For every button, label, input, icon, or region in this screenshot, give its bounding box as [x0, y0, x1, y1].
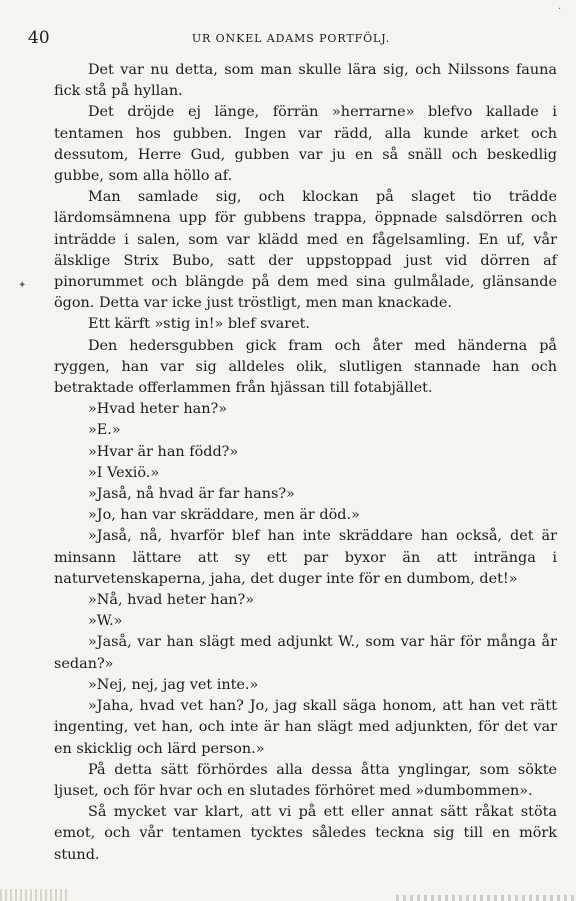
page-number: 40 — [28, 28, 50, 48]
paragraph: »Nej, nej, jag vet inte.» — [88, 676, 259, 693]
body-text — [54, 60, 557, 866]
paragraph: »Jaså, var han slägt med adjunkt W., som var här för många år sedan?» — [54, 634, 557, 672]
paragraph: »Jo, han var skräddare, men är död.» — [88, 507, 360, 524]
page-header — [28, 28, 554, 52]
paragraph: »Hvar är han född?» — [88, 443, 239, 460]
paragraph: »Jaså, nå hvad är far hans?» — [88, 486, 295, 503]
paragraph: Ett kärft »stig in!» blef svaret. — [88, 316, 310, 333]
paragraph: Det var nu detta, som man skulle lära sig, och Nilssons fauna fick stå på hyllan. — [54, 62, 557, 100]
running-head: UR ONKEL ADAMS PORTFÖLJ. — [191, 32, 391, 45]
paragraph: »I Vexiö.» — [88, 464, 160, 481]
paragraph: Så mycket var klart, att vi på ett eller annat sätt råkat stöta emot, och vår tentamen tycktes således teckna sig till en mörk stund. — [54, 804, 557, 863]
paragraph: »Nå, hvad heter han?» — [88, 592, 255, 609]
scan-edge-noise — [0, 889, 70, 901]
paragraph: »W.» — [88, 613, 123, 630]
paragraph: Det dröjde ej länge, förrän »herrarne» blefvo kallade i tentamen hos gubben. Ingen var rädd, alla kunde arket och dessutom, Herre Gud, gubben var ju en så snäll och beskedlig gubbe, som alla höllo af. — [54, 104, 557, 185]
scan-edge-noise — [396, 895, 576, 901]
paragraph: På detta sätt förhördes alla dessa åtta ynglingar, som sökte ljuset, och för hvar och en slutades förhöret med »dumbommen». — [54, 761, 557, 799]
paragraph: Den hedersgubben gick fram och åter med händerna på ryggen, han var sig alldeles olik, slutligen stannade han och betraktade offerlammen från hjässan till fotabjället. — [54, 337, 557, 397]
print-speck: · — [558, 4, 562, 15]
print-speck: ✦ — [18, 280, 27, 291]
paragraph: »E.» — [88, 422, 121, 439]
paragraph: Man samlade sig, och klockan på slaget tio trädde lärdomsämnena upp för gubbens trappa, öppnade salsdörren och inträdde i salen, som var klädd med en fågelsamling. En uf, vår älsklige Strix Bubo, satt der uppstoppad just vid dörren af pinorummet och blängde på dem med sina gulmålade, glänsande ögon. Detta var icke just tröstligt, men man knackade. — [54, 189, 557, 312]
paragraph: »Jaha, hvad vet han? Jo, jag skall säga honom, att han vet rätt ingenting, vet han, och inte är han slägt med adjunkten, för det var en skicklig och lärd person.» — [54, 698, 557, 757]
paragraph: »Jaså, nå, hvarför blef han inte skräddare han också, det är minsann lättare att sy ett par byxor än att intränga i naturvetenskaperna, jaha, det duger inte för en dumbom, det!» — [54, 528, 557, 587]
paragraph: »Hvad heter han?» — [88, 401, 228, 418]
